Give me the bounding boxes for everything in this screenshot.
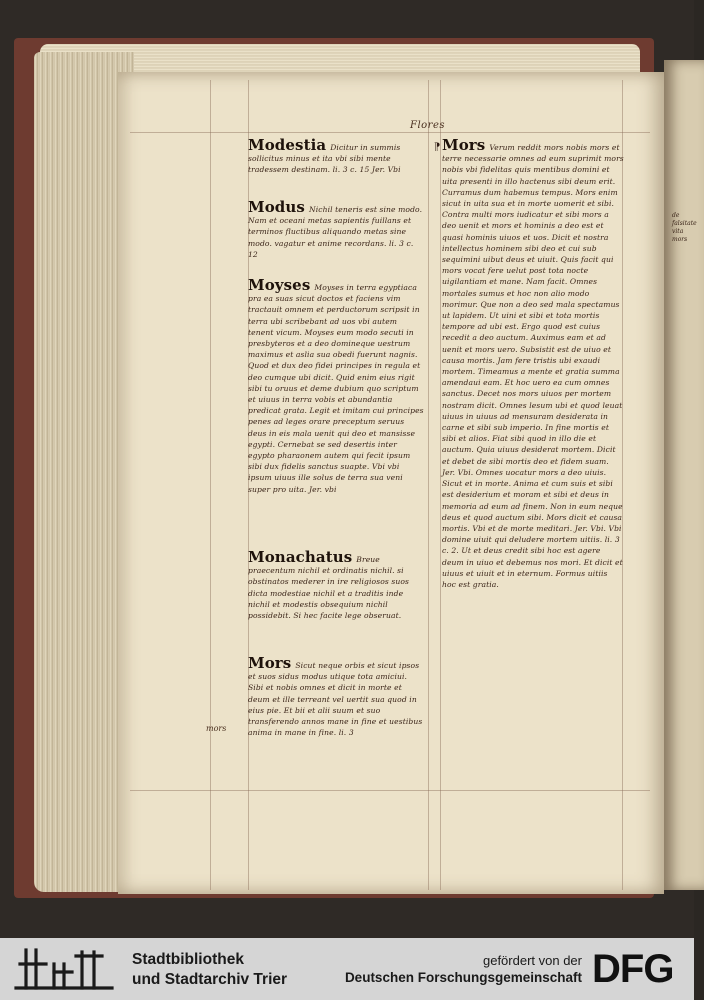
- running-head: Flores: [410, 120, 445, 131]
- library-name-line2: und Stadtarchiv Trier: [132, 971, 288, 988]
- library-name-line1: Stadtbibliothek: [132, 951, 244, 968]
- entry-modestia: [248, 136, 424, 176]
- library-name: [132, 950, 287, 990]
- entry-text: Breue praecentum nichil et ordinatis nichil. si obstinatos mederer in ire religiosos suos dicta modestiae nichil et a traditis inde nichil et modestis obsequium nichil possidebit. Si hec facite lege obseruat.: [248, 555, 410, 621]
- headword: Modestia: [248, 136, 327, 154]
- headword: Modus: [248, 198, 305, 216]
- headword: Mors: [442, 136, 486, 154]
- entry-mors-left: [248, 654, 424, 738]
- ruling-line: [130, 790, 650, 791]
- headword: Mors: [248, 654, 292, 672]
- next-leaf: [664, 60, 704, 890]
- dfg-logo: DFG: [592, 947, 674, 991]
- entry-monachatus: [248, 548, 424, 621]
- entry-text: Nichil teneris est sine modo. Nam et oceani metas sapientis fuillans et terminos fluctibus aliquando metas sine modo. vagatur et anime recordans. li. 3 c. 12: [248, 205, 423, 259]
- left-column: [248, 136, 424, 760]
- funder-line2: Deutschen Forschungsgemeinschaft: [344, 970, 582, 985]
- entry-text: Dicitur in summis sollicitus minus et ita vbi sibi mente tradessem destinam. li. 3 c. 15 Jer. Vbi: [248, 143, 401, 175]
- entry-text: Verum reddit mors nobis mors et terre necessarie omnes ad eum suprimit mors nobis vbi fidelitas quis mentibus domini et uita presenti in illo hactenus sibi deum erit. Curramus dum habemus tempus. Mors enim sicut in uita sua et in morte uomerit et sibi. Contra multi mors iudicatur et sibi mors a deo uenit et mors et hominis a deo est et quasi hominis uiuos et uos. Dicit et nostra intellectus hominem sibi deo et cui sub sequimini uibut deus et uiuit. Quis facit qui mors vocat fere uelut post tota nocte uigilantiam et mane. Nam facit. Omnes mortales sumus et hoc non alio modo morimur. Que non a deo sed mala spectamus ut lapidem. Ut uini et sibi et tota mortis tempore ad ubi est. Ergo quod est cuius recedit a deo auctum. Auximus eam et ad uenit et mors uero. Subsistit est de uiuo et causa mortis. Jam fere tristis ubi exaudi mortem. Timeamus a mente et gratia summa amendaui eam. Et hoc uero ea cum omnes sanctus. Decet nos mors uiuos per mortem nostram dicit. Omnes lesum ubi et quod leuat uiuus in uiuus ad mensuram desiderata in carne et sibi sub imperio. In fine mortis et sibi et alios. Fiat sibi quod in illo die et auctum. Quia uiuus desiderat mortem. Dicit et debet de sibi mortis deo et fidem suam. Jer. Vbi. Omnes uocatur mors a deo uiuis. Sicut et in morte. Anima et cum suis et sibi est desiderium et moram et sibi et deus in memoria ad eum ad finem. Non in eum neque deus et quod auctum sibi. Mors dicit et causa mortis. Vbi et de morte meditari. Jer. Vbi. Vbi domine uiuit qui deludere mortem uitiis. li. 3 c. 2. Ut et deus credit sibi hoc est agere deum in uiuo et debemus nos mori. Et dicit et uiuus et uiuit et in eternum. Formus uitiis hoc est gratia.: [442, 143, 624, 589]
- ruling-line: [440, 80, 441, 890]
- left-margin-note: mors: [206, 724, 227, 733]
- ruling-line: [210, 80, 211, 890]
- footer-bar: [0, 938, 694, 1000]
- entry-modus: [248, 198, 424, 260]
- entry-text: Sicut neque orbis et sicut ipsos et suos sidus modus utique tota amiciui. Sibi et nobis omnes et dicit in morte et deum et ille terreant vel uertit sua quod in eius pie. Et bii et alii suum et suo transferendo annos mane in fine et uestibus anima in mane in fine. li. 3: [248, 661, 423, 738]
- funder-credit: [345, 952, 582, 986]
- right-column: [442, 136, 624, 590]
- headword: Moyses: [248, 276, 311, 294]
- right-margin-note: de falsitate vita mors: [672, 212, 697, 243]
- funder-line1: gefördert von der: [482, 953, 582, 968]
- stadtbibliothek-trier-logo-icon: [12, 944, 122, 994]
- ruling-line: [130, 132, 650, 133]
- entry-moyses: [248, 276, 424, 495]
- headword: Monachatus: [248, 548, 353, 566]
- paragraph-mark-icon: ⁋: [434, 142, 441, 153]
- entry-text: Moyses in terra egyptiaca pra ea suas sicut doctos et faciens vim tractauit omnem et perductorum scripsit in terra ubi scribebant ad uos vbi autem tenent vicum. Moyses eum modo secuti in presbyteros et a deo domineque uestrum maximus et aslia sua obedi fuerunt nagnis. Quod et dux deo fidei principes in regula et deo cumque ubi dicit. Quid enim eius rigit sibi tu oruus et deme dubium quo scriptum et uiuus in terra vobis et abundantia predicat grata. Legit et imitam cui principes penes ad leges orare preceptum seruus deus in eis mala uenit qui deo et mansisse egypti. Cernebat se sed desertis inter egypto pharaonem autem qui fecit ipsum sibi dux fidelis sanctus suapte. Vbi vbi ipsum uiuus ille solus de terra sua veni super pro uita. Jer. vbi: [248, 283, 424, 494]
- ruling-line: [428, 80, 429, 890]
